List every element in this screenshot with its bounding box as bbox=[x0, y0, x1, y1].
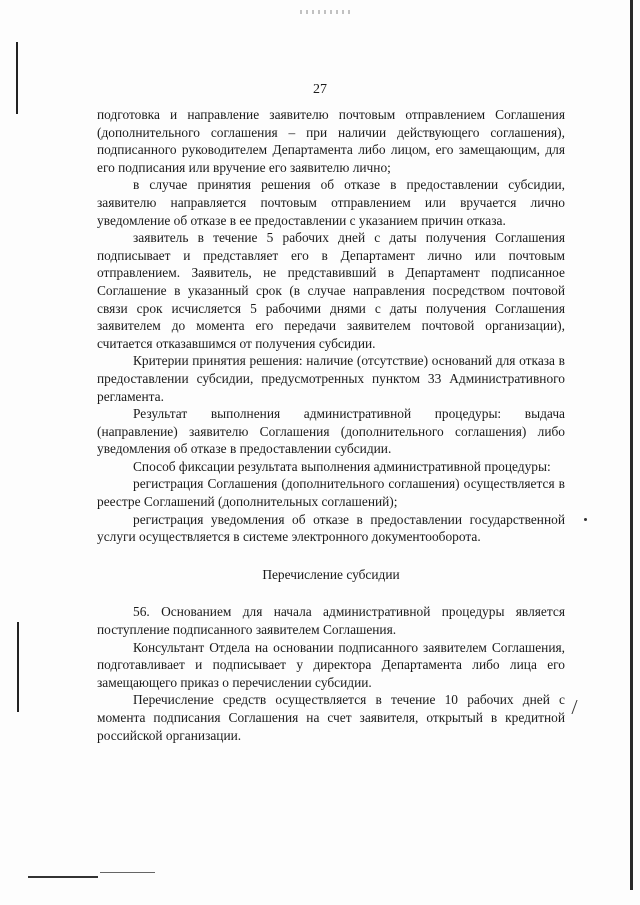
scan-edge-line bbox=[100, 872, 155, 873]
page-number: 27 bbox=[313, 82, 327, 97]
paragraph: регистрация уведомления об отказе в предоставлении государственной услуги осуществляется в системе электронного документооборота. bbox=[97, 511, 565, 545]
paragraph: Критерии принятия решения: наличие (отсутствие) оснований для отказа в предоставлении субсидии, предусмотренных пунктом 33 Административного регламента. bbox=[97, 353, 565, 404]
scan-edge-line bbox=[17, 622, 19, 712]
paragraph: 56. Основанием для начала административной процедуры является поступление подписанного заявителем Соглашения. bbox=[97, 604, 565, 638]
scan-speck bbox=[584, 518, 587, 521]
paragraph: Способ фиксации результата выполнения административной процедуры: bbox=[133, 458, 551, 474]
body-text bbox=[97, 106, 565, 744]
scan-artifact bbox=[300, 10, 350, 14]
paragraph: Перечисление средств осуществляется в течение 10 рабочих дней с момента подписания Соглашения на счет заявителя, открытый в кредитной российской организации. bbox=[97, 692, 565, 743]
paragraph: подготовка и направление заявителю почтовым отправлением Соглашения (дополнительного соглашения – при наличии действующего соглашения), подписанного руководителем Департамента либо лицом, его замещающим, для его подписания или вручение его заявителю лично; bbox=[97, 107, 565, 175]
paragraph: в случае принятия решения об отказе в предоставлении субсидии, заявителю направляется почтовым отправлением или вручается лично уведомление об отказе в ее предоставлении с указанием причин отказа. bbox=[97, 177, 565, 228]
scan-edge-line bbox=[630, 0, 633, 890]
paragraph: Консультант Отдела на основании подписанного заявителем Соглашения, подготавливает и подписывает у директора Департамента либо лица его замещающего приказ о перечислении субсидии. bbox=[97, 639, 565, 690]
scan-edge-line bbox=[16, 42, 18, 114]
scan-edge-line bbox=[28, 876, 98, 878]
hand-mark bbox=[563, 700, 577, 714]
paragraph: регистрация Соглашения (дополнительного соглашения) осуществляется в реестре Соглашений (дополнительных соглашений); bbox=[97, 476, 565, 510]
paragraph: Результат выполнения административной процедуры: выдача (направление) заявителю Соглашения (дополнительного соглашения) либо уведомления об отказе в предоставлении субсидии. bbox=[97, 406, 565, 457]
paragraph: заявитель в течение 5 рабочих дней с даты получения Соглашения подписывает и представляет его в Департамент лично или почтовым отправлением. Заявитель, не представивший в Департамент подписанное Соглашение в указанный срок (в случае направления посредством почтовой связи срок исчисляется 5 рабочими днями с даты получения Соглашения заявителем до момента его передачи заявителем почтовой организации), считается отказавшимся от получения субсидии. bbox=[97, 230, 565, 351]
section-heading: Перечисление субсидии bbox=[262, 566, 400, 582]
